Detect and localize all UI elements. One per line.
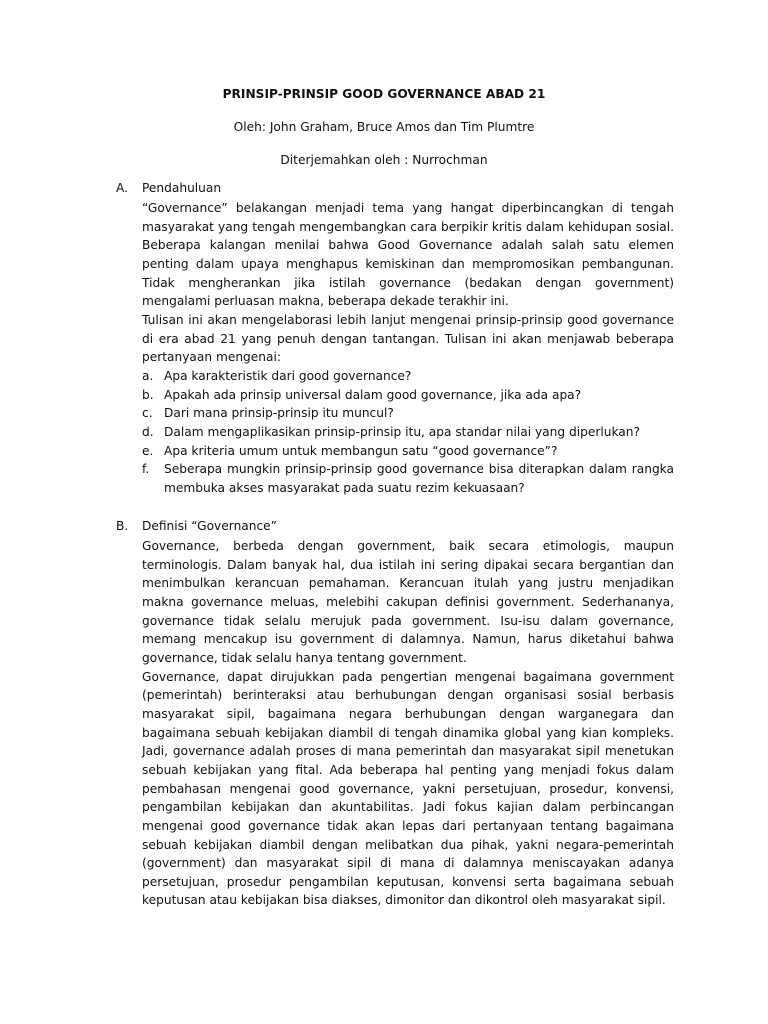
paragraph: Tulisan ini akan mengelaborasi lebih lanjut mengenai prinsip-prinsip good governance di era abad 21 yang penuh dengan tantangan. Tulisan ini akan menjawab beberapa pertanyaan mengenai: [142,312,674,365]
list-item [142,367,674,386]
list-item-text: Dari mana prinsip-prinsip itu muncul? [164,406,394,421]
section-letter: B. [116,519,129,533]
list-item-letter: b. [142,387,154,402]
list-item [142,442,674,461]
document-authors: Oleh: John Graham, Bruce Amos dan Tim Plumtre [233,120,535,134]
document-title: PRINSIP-PRINSIP GOOD GOVERNANCE ABAD 21 [222,87,546,101]
document-translator: Diterjemahkan oleh : Nurrochman [280,153,488,167]
section-title: Definisi “Governance” [142,519,277,533]
list-item-text: Apa kriteria umum untuk membangun satu “good governance”? [164,443,558,458]
list-item-text: Dalam mengaplikasikan prinsip-prinsip itu, apa standar nilai yang diperlukan? [164,424,640,439]
paragraph: Governance, berbeda dengan government, baik secara etimologis, maupun terminologis. Dalam banyak hal, dua istilah ini sering dipakai secara bergantian dan menimbulkan kerancuan pemahaman. Kerancuan itulah yang justru menjadikan makna governance meluas, melebihi cakupan definisi government. Sederhananya, governance tidak selalu merujuk pada government. Isu-isu dalam governance, memang mencakup isu government di dalamnya. Namun, harus diketahui bahwa governance, tidak selalu hanya tentang government. [142,539,674,665]
list-item-text: Seberapa mungkin prinsip-prinsip good governance bisa diterapkan dalam rangka membuka akses masyarakat pada suatu rezim kekuasaan? [164,462,674,495]
list-item-letter: a. [142,368,154,383]
section-title: Pendahuluan [142,181,222,195]
list-item [142,423,674,442]
list-item-letter: e. [142,443,154,458]
list-item-letter: d. [142,424,154,439]
section-letter: A. [116,181,128,195]
section-b-heading [116,518,277,534]
list-item-letter: c. [142,406,153,421]
list-item [142,404,674,423]
section-b-body [142,537,674,910]
list-item-letter: f. [142,462,150,477]
list-item [142,386,674,405]
section-a-body [142,199,674,498]
list-item-text: Apa karakteristik dari good governance? [164,368,412,383]
section-a-heading [116,180,221,196]
paragraph: Governance, dapat dirujukkan pada pengertian mengenai bagaimana government (pemerintah) berinteraksi atau berhubungan dengan organisasi sosial berbasis masyarakat sipil, bagaimana negara berhubungan dengan warganegara dan bagaimana sebuah kebijakan diambil di tengah dinamika global yang kian kompleks. Jadi, governance adalah proses di mana pemerintah dan masyarakat sipil menetukan sebuah kebijakan yang fital. Ada beberapa hal penting yang menjadi fokus dalam pembahasan mengenai good governance, yakni persetujuan, prosedur, konvensi, pengambilan kebijakan dan akuntabilitas. Jadi fokus kajian dalam perbincangan mengenai good governance tidak akan lepas dari pertanyaan tentang bagaimana sebuah kebijakan diambil dengan melibatkan dua pihak, yakni negara-pemerintah (government) dan masyarakat sipil di mana di dalamnya meniscayakan adanya persetujuan, prosedur pengambilan keputusan, konvensi serta bagaimana sebuah keputusan atau kebijakan bisa diakses, dimonitor dan dikontrol oleh masyarakat sipil. [142,669,674,908]
question-list [142,367,674,498]
paragraph: “Governance” belakangan menjadi tema yang hangat diperbincangkan di tengah masyarakat yang tengah mengembangkan cara berpikir kritis dalam kehidupan sosial. Beberapa kalangan menilai bahwa Good Governance adalah salah satu elemen penting dalam upaya menghapus kemiskinan dan mempromosikan pembangunan. Tidak mengherankan jika istilah governance (bedakan dengan government) mengalami perluasan makna, beberapa dekade terakhir ini. [142,201,674,309]
list-item [142,460,674,497]
list-item-text: Apakah ada prinsip universal dalam good governance, jika ada apa? [164,387,582,402]
